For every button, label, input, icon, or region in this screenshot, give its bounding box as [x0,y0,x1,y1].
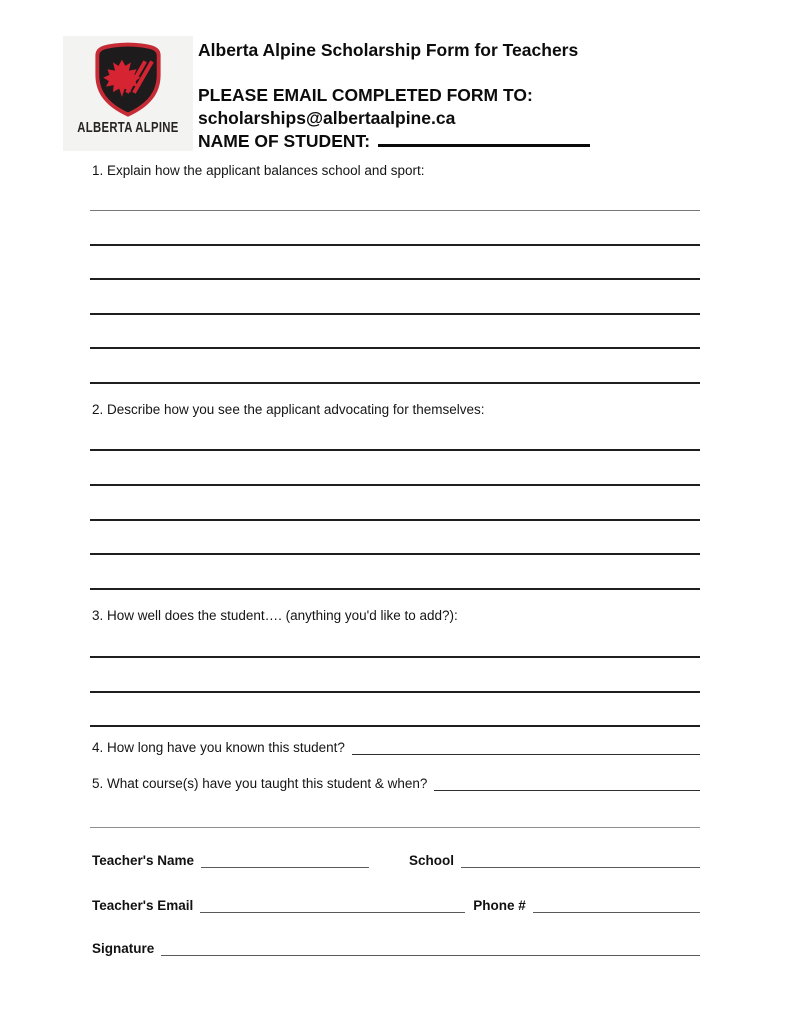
question-1-label: 1. Explain how the applicant balances school and sport: [92,163,425,178]
writing-line [90,449,700,451]
signature-label: Signature [92,941,155,956]
signature-row [92,941,700,956]
question-4-input-line[interactable] [352,740,700,755]
teacher-email-phone-row [92,898,700,913]
alberta-alpine-shield-icon [93,42,163,118]
writing-line [90,347,700,349]
writing-line [90,244,700,246]
question-3-writing-area[interactable] [90,656,700,727]
writing-line [90,313,700,315]
writing-line [90,656,700,658]
alberta-alpine-logo [63,36,193,151]
signature-input-line[interactable] [161,942,700,956]
teacher-email-input-line[interactable] [200,899,465,913]
writing-line [90,484,700,486]
writing-line [90,553,700,555]
form-title: Alberta Alpine Scholarship Form for Teachers [198,40,579,60]
teacher-name-input-line[interactable] [201,854,369,868]
writing-line [90,691,700,693]
email-instruction: PLEASE EMAIL COMPLETED FORM TO: [198,85,533,105]
phone-label: Phone # [473,898,526,913]
school-input-line[interactable] [461,854,700,868]
question-4-row [92,740,700,755]
question-2-label: 2. Describe how you see the applicant advocating for themselves: [92,402,485,417]
question-5-input-line[interactable] [434,776,700,791]
student-name-label: NAME OF STUDENT: [198,131,371,151]
writing-line [90,278,700,280]
student-name-input-line[interactable] [378,129,590,147]
phone-input-line[interactable] [533,899,700,913]
logo-wordmark: ALBERTA ALPINE [77,120,179,136]
question-3-label: 3. How well does the student…. (anything you'd like to add?): [92,608,458,623]
school-label: School [409,853,455,868]
email-address: scholarships@albertaalpine.ca [198,107,456,128]
teacher-email-label: Teacher's Email [92,898,194,913]
writing-line [90,210,700,211]
student-name-row [198,129,590,153]
writing-line [90,725,700,727]
question-5-row [92,776,700,791]
teacher-name-label: Teacher's Name [92,853,195,868]
writing-line [90,519,700,521]
writing-line [90,588,700,590]
question-4-label: 4. How long have you known this student? [92,740,345,755]
question-5-label: 5. What course(s) have you taught this student & when? [92,776,428,791]
section-divider-line [90,827,700,828]
form-header-block [198,84,590,153]
question-2-writing-area[interactable] [90,449,700,590]
question-1-writing-area[interactable] [90,210,700,384]
teacher-name-school-row [92,853,700,868]
writing-line [90,382,700,384]
